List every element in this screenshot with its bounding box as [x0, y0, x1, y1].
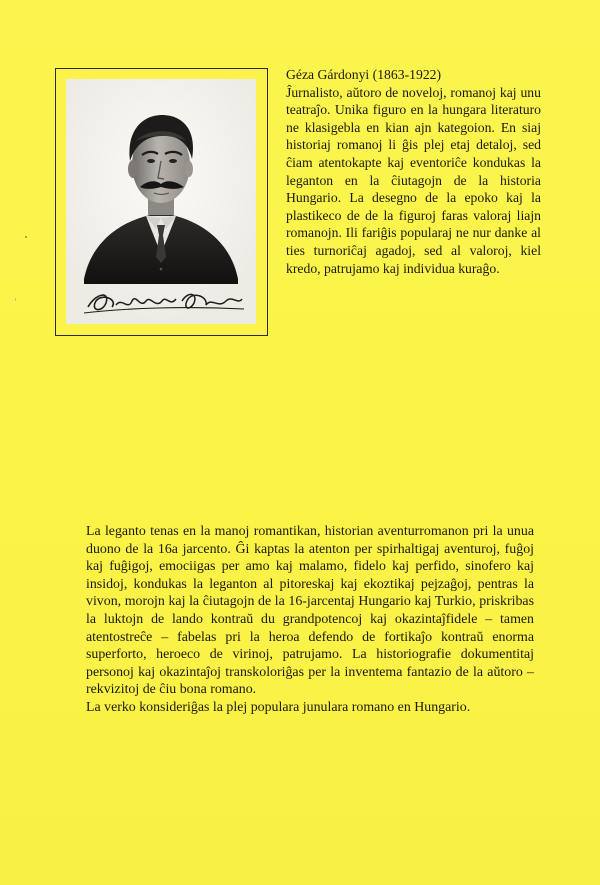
scan-speck — [15, 298, 16, 301]
book-synopsis — [86, 523, 534, 717]
author-portrait — [66, 79, 256, 324]
author-bio — [286, 66, 541, 277]
synopsis-closing: La verko konsideriĝas la plej populara junulara romano en Hungario. — [86, 699, 471, 715]
portrait-frame — [55, 68, 268, 336]
synopsis-paragraph: La leganto tenas en la manoj romantikan, historian aventurromanon pri la unua duono de la 16a jarcento. Ĝi kaptas la atenton per spirhaltigaj aventuroj, fuĝoj kaj fuĝigoj, emociigas per amo kaj malamo, fidelo kaj perfido, sinofero kaj insidoj, kondukas la leganton al pitoreskaj kaj ekoztikaj pejzaĝoj, pentras la vivon, morojn kaj la ĉiutagojn de la 16-jarcentaj Hungario kaj Turkio, priskribas la luktojn de lando kontraŭ du grandpotencoj kaj okazintaĵfidele – tamen atentostreĉe – fabelas pri la heroa defendo de fortikaĵo kontraŭ enorma superforto, heroeco de virinoj, patrujamo. La historiografie dokumentitaj personoj kaj okazintaĵoj transkoloriĝas per la inventema fantazio de la aŭtoro – rekvizitoj de ĉiu bona romano. — [86, 524, 534, 698]
author-bio-text: Ĵurnalisto, aŭtoro de noveloj, romanoj kaj unu teatraĵo. Unika figuro en la hungara literaturo ne klasigebla en kian ajn kategoion. En siaj historiaj romanoj li ĝis plej etaj detaloj, sed ĉiam atentokapte kaj eventoriĉe kondukas la leganton en la ĉiutagojn de la historia Hungario. La desegno de la epoko kaj la plastikeco de de la figuroj faras valoraj liajn romanojn. Ili fariĝis popularaj ne nur danke al ties turnoriĉaj agadoj, sed al valoroj, kiel kredo, patrujamo kaj individua kuraĝo. — [286, 84, 541, 276]
author-name-line: Géza Gárdonyi (1863-1922) — [286, 67, 442, 82]
portrait-illustration — [66, 79, 256, 324]
scan-speck — [25, 236, 27, 238]
